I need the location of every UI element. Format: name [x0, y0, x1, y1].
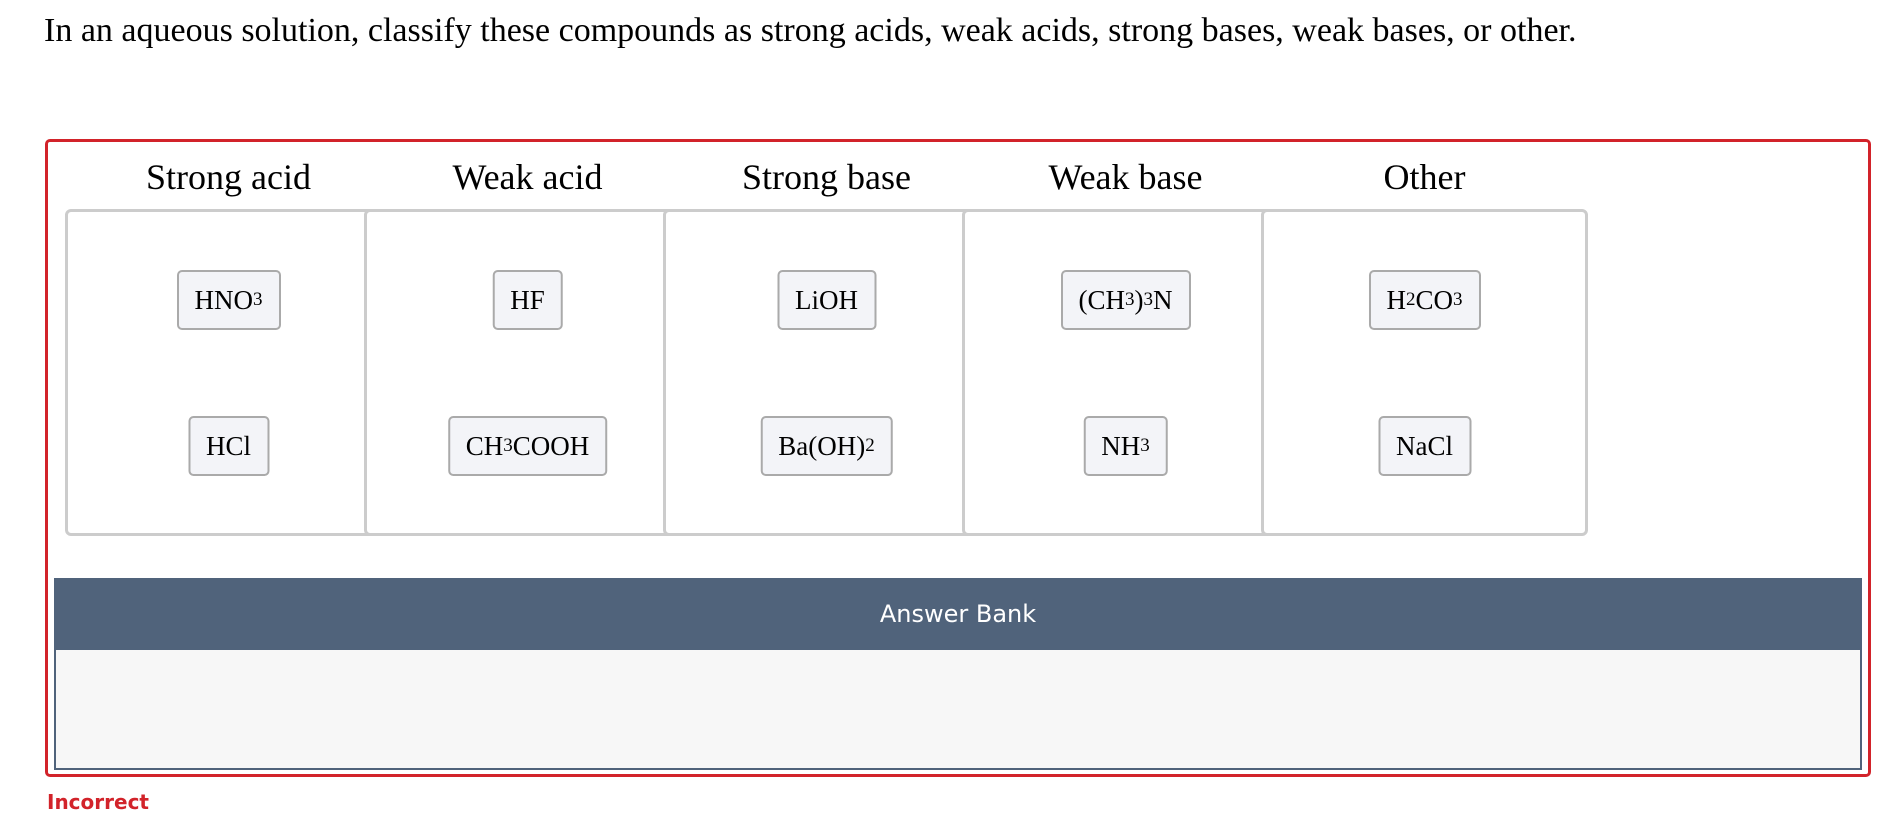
formula-text: LiOH — [795, 284, 858, 315]
status-message: Incorrect — [47, 790, 149, 814]
compound-chip[interactable] — [492, 270, 563, 330]
formula-text: H — [1386, 284, 1406, 315]
formula-text: CO — [1415, 284, 1454, 315]
compound-chip[interactable]: Ba(OH) 2 — [760, 416, 892, 476]
compound-chip[interactable]: (CH 3 ) 3 N — [1061, 270, 1191, 330]
formula-text: Ba(OH) — [778, 430, 866, 461]
answer-bank-header: Answer Bank — [54, 578, 1862, 650]
column-heading-weak-base: Weak base — [1048, 157, 1203, 197]
formula-text: HNO — [194, 284, 253, 315]
formula-text: (CH — [1078, 284, 1125, 315]
compound-chip[interactable] — [777, 270, 876, 330]
formula-text: COOH — [512, 430, 590, 461]
compound-chip[interactable]: H 2 CO 3 — [1368, 270, 1480, 330]
formula-text: NaCl — [1396, 430, 1453, 461]
formula-text: CH — [465, 430, 504, 461]
column-heading-weak-acid: Weak acid — [452, 157, 603, 197]
drop-zone-strong-acid[interactable] — [65, 209, 392, 536]
answer-bank-dropzone[interactable] — [54, 650, 1862, 770]
compound-chip[interactable]: NH 3 — [1083, 416, 1168, 476]
compound-chip[interactable]: HNO 3 — [177, 270, 281, 330]
compound-chip[interactable] — [188, 416, 269, 476]
column-heading-strong-acid: Strong acid — [146, 157, 311, 197]
drop-zone-weak-base[interactable] — [962, 209, 1289, 536]
formula-text: HCl — [205, 430, 252, 461]
drop-zone-weak-acid[interactable] — [364, 209, 691, 536]
formula-text: HF — [510, 284, 545, 315]
classification-panel — [45, 139, 1871, 777]
column-heading-other: Other — [1383, 157, 1466, 197]
question-text: In an aqueous solution, classify these compounds as strong acids, weak acids, strong bases, weak bases, or other. — [44, 12, 1577, 49]
compound-chip[interactable] — [1378, 416, 1471, 476]
compound-chip[interactable]: CH 3 COOH — [448, 416, 608, 476]
drop-zone-strong-base[interactable] — [663, 209, 990, 536]
formula-text: ) — [1134, 284, 1144, 315]
formula-text: N — [1153, 284, 1173, 315]
drop-zone-other[interactable] — [1261, 209, 1588, 536]
column-heading-strong-base: Strong base — [742, 157, 911, 197]
formula-text: NH — [1101, 430, 1141, 461]
